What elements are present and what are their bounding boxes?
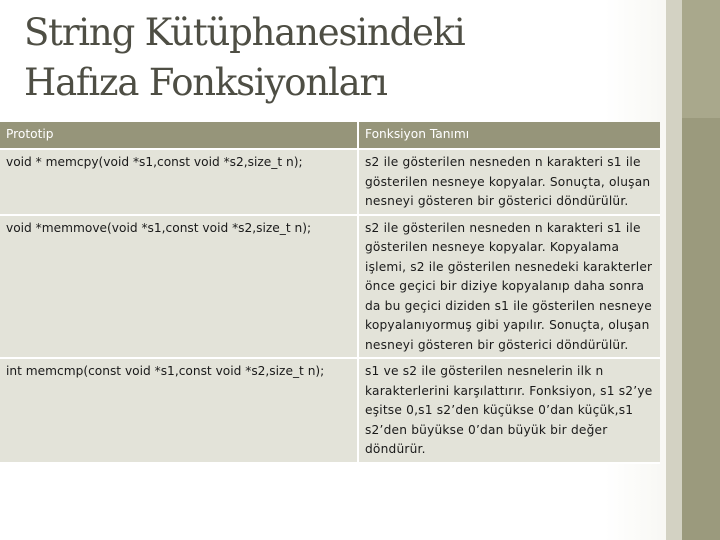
- decorative-side-bar-top: [682, 0, 720, 118]
- table-header-row: [0, 122, 660, 149]
- description-cell: s2 ile gösterilen nesneden n karakteri s1 ile gösterilen nesneye kopyalar. Sonuçta, oluşan nesneyi gösteren bir gösterici döndürülür.: [358, 149, 660, 215]
- slide-title: [24, 8, 654, 108]
- decorative-side-stripe: [666, 0, 682, 540]
- header-prototype: Prototip: [0, 122, 358, 149]
- table-row: [0, 358, 660, 463]
- header-function-description: Fonksiyon Tanımı: [358, 122, 660, 149]
- table-row: [0, 215, 660, 359]
- function-table: [0, 122, 660, 464]
- slide-title-line-2: Hafıza Fonksiyonları: [24, 61, 387, 104]
- prototype-cell: void *memmove(void *s1,const void *s2,size_t n);: [0, 215, 358, 359]
- prototype-cell: void * memcpy(void *s1,const void *s2,size_t n);: [0, 149, 358, 215]
- description-cell: s2 ile gösterilen nesneden n karakteri s1 ile gösterilen nesneye kopyalar. Kopyalama işlemi, s2 ile gösterilen nesnedeki karakterler önce geçici bir diziye kopyalanıp daha sonra da bu geçici diziden s1 ile gösterilen nesneye kopyalanıyormuş gibi yapılır. Sonuçta, oluşan nesneyi gösteren bir gösterici döndürülür.: [358, 215, 660, 359]
- description-cell: s1 ve s2 ile gösterilen nesnelerin ilk n karakterlerini karşılattırır. Fonksiyon, s1 s2’ye eşitse 0,s1 s2’den küçükse 0’dan küçük,s1 s2’den büyükse 0’dan büyük bir değer döndürür.: [358, 358, 660, 463]
- table-row: [0, 149, 660, 215]
- slide-title-line-1: String Kütüphanesindeki: [24, 11, 465, 54]
- prototype-cell: int memcmp(const void *s1,const void *s2,size_t n);: [0, 358, 358, 463]
